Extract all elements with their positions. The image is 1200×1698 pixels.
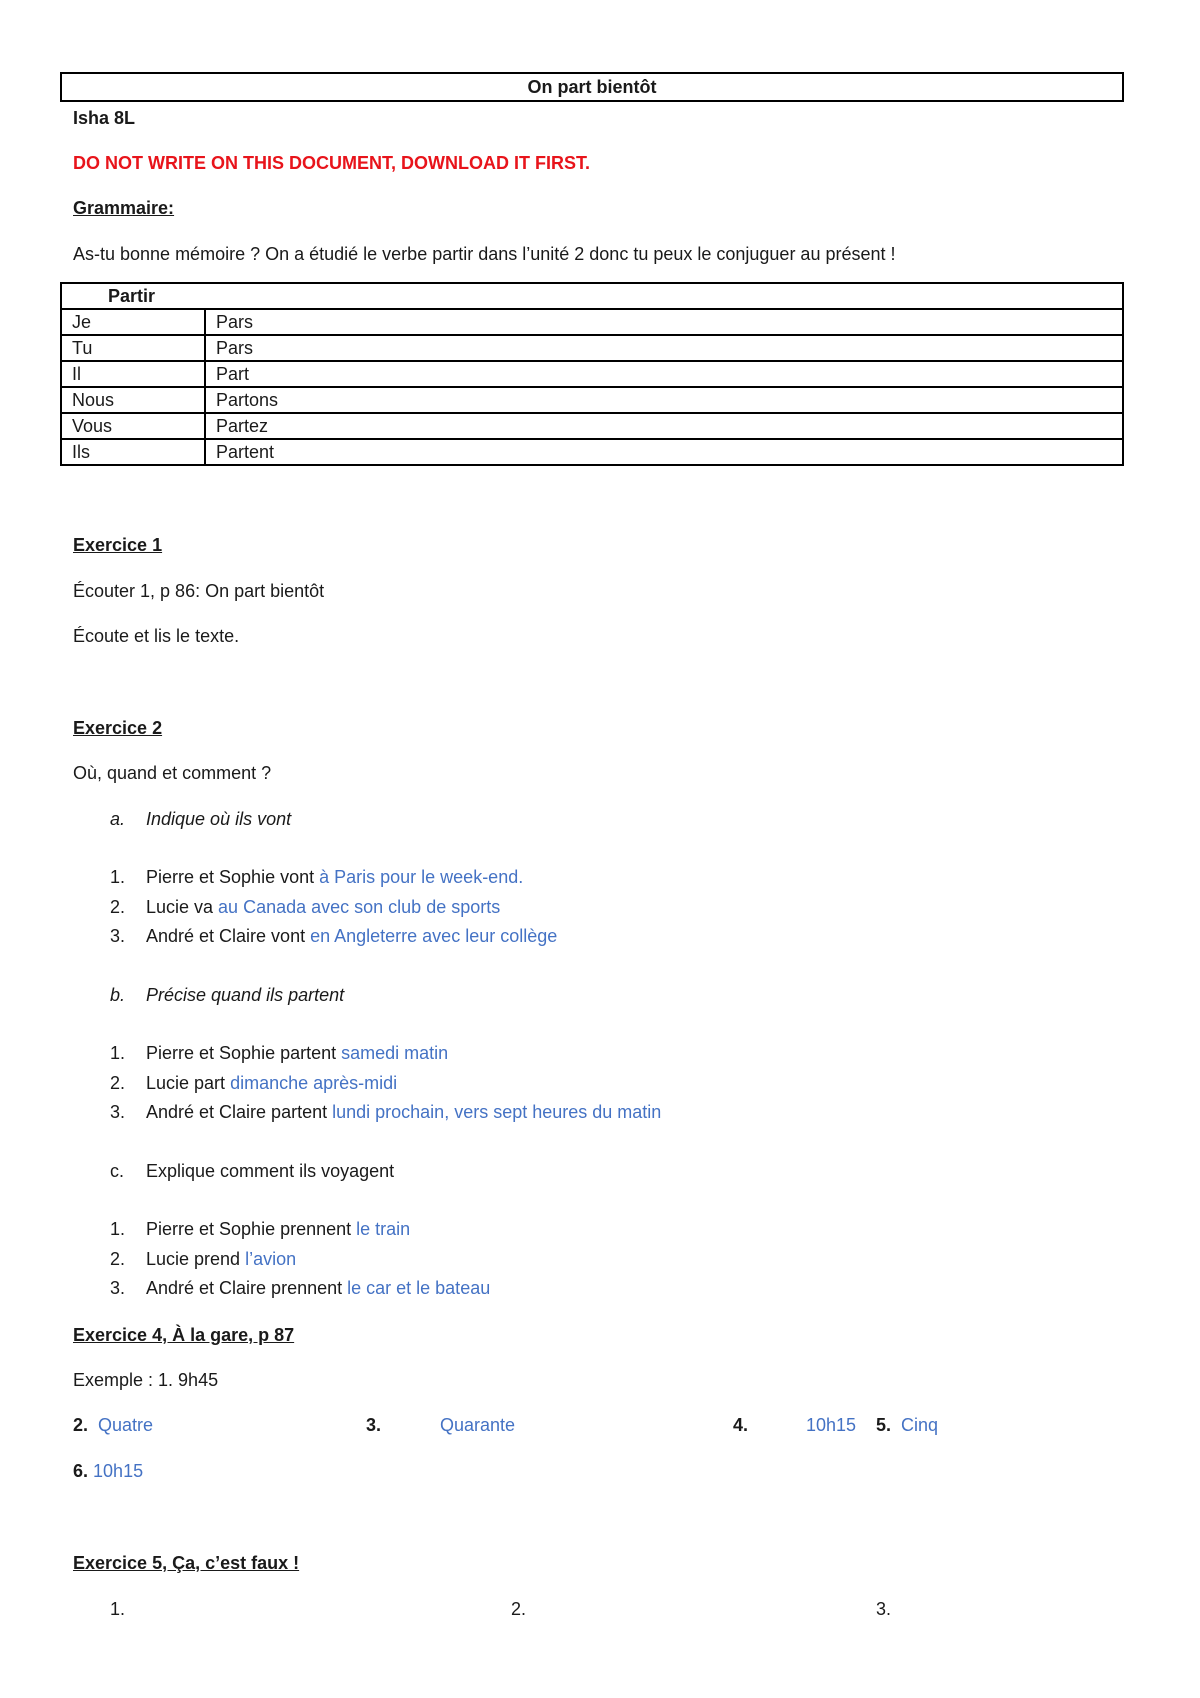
list-item: 1. Pierre et Sophie vont à Paris pour le week-end. (110, 867, 524, 887)
conjugation-table (60, 282, 1124, 466)
list-item: 3. André et Claire partent lundi prochain, vers sept heures du matin (110, 1102, 662, 1122)
list-item: 2. Lucie part dimanche après-midi (110, 1073, 398, 1093)
ex5-number: 3. (876, 1599, 892, 1619)
form-cell: Partez (205, 413, 1123, 439)
list-item: 1. Pierre et Sophie partent samedi matin (110, 1043, 449, 1063)
student-name: Isha 8L (73, 108, 136, 128)
list-item: 2. Lucie prend l’avion (110, 1249, 297, 1269)
ex4-answer: 6. 10h15 (73, 1461, 144, 1481)
ex2-heading: Exercice 2 (73, 718, 163, 738)
form-cell: Partons (205, 387, 1123, 413)
ex4-example: Exemple : 1. 9h45 (73, 1370, 219, 1390)
ex4-answer-value: 10h15 (806, 1415, 857, 1435)
table-row (61, 335, 1123, 361)
form-cell: Part (205, 361, 1123, 387)
ex5-number: 2. (511, 1599, 527, 1619)
table-row (61, 387, 1123, 413)
pronoun-cell: Il (61, 361, 205, 387)
table-row (61, 439, 1123, 465)
ex4-heading: Exercice 4, À la gare, p 87 (73, 1325, 295, 1345)
ex1-line1: Écouter 1, p 86: On part bientôt (73, 581, 325, 601)
pronoun-cell: Ils (61, 439, 205, 465)
grammar-heading: Grammaire: (73, 198, 175, 218)
pronoun-cell: Je (61, 309, 205, 335)
table-row (61, 361, 1123, 387)
grammar-prompt: As-tu bonne mémoire ? On a étudié le verbe partir dans l’unité 2 donc tu peux le conjuguer au présent ! (73, 244, 896, 264)
list-item: 3. André et Claire prennent le car et le bateau (110, 1278, 491, 1298)
ex2-a-label: a. Indique où ils vont (110, 809, 292, 829)
document-title: On part bientôt (60, 72, 1124, 102)
ex4-answer-value: Quarante (440, 1415, 516, 1435)
ex1-line2: Écoute et lis le texte. (73, 626, 240, 646)
ex4-answer: 4. (733, 1415, 749, 1435)
table-row (61, 413, 1123, 439)
list-item: 3. André et Claire vont en Angleterre avec leur collège (110, 926, 558, 946)
ex2-question: Où, quand et comment ? (73, 763, 272, 783)
warning-text: DO NOT WRITE ON THIS DOCUMENT, DOWNLOAD IT FIRST. (73, 153, 590, 173)
ex2-b-label: b. Précise quand ils partent (110, 985, 345, 1005)
pronoun-cell: Tu (61, 335, 205, 361)
ex1-heading: Exercice 1 (73, 535, 163, 555)
ex4-answer: 2. Quatre (73, 1415, 154, 1435)
ex5-heading: Exercice 5, Ça, c’est faux ! (73, 1553, 300, 1573)
ex4-answer: 5. Cinq (876, 1415, 939, 1435)
form-cell: Pars (205, 335, 1123, 361)
ex4-answer: 3. (366, 1415, 382, 1435)
ex5-number: 1. (110, 1599, 126, 1619)
form-cell: Pars (205, 309, 1123, 335)
pronoun-cell: Vous (61, 413, 205, 439)
list-item: 2. Lucie va au Canada avec son club de sports (110, 897, 501, 917)
form-cell: Partent (205, 439, 1123, 465)
ex2-c-label: c. Explique comment ils voyagent (110, 1161, 395, 1181)
table-header-row (61, 283, 1123, 309)
table-row (61, 309, 1123, 335)
table-header: Partir (61, 283, 1123, 309)
pronoun-cell: Nous (61, 387, 205, 413)
list-item: 1. Pierre et Sophie prennent le train (110, 1219, 411, 1239)
